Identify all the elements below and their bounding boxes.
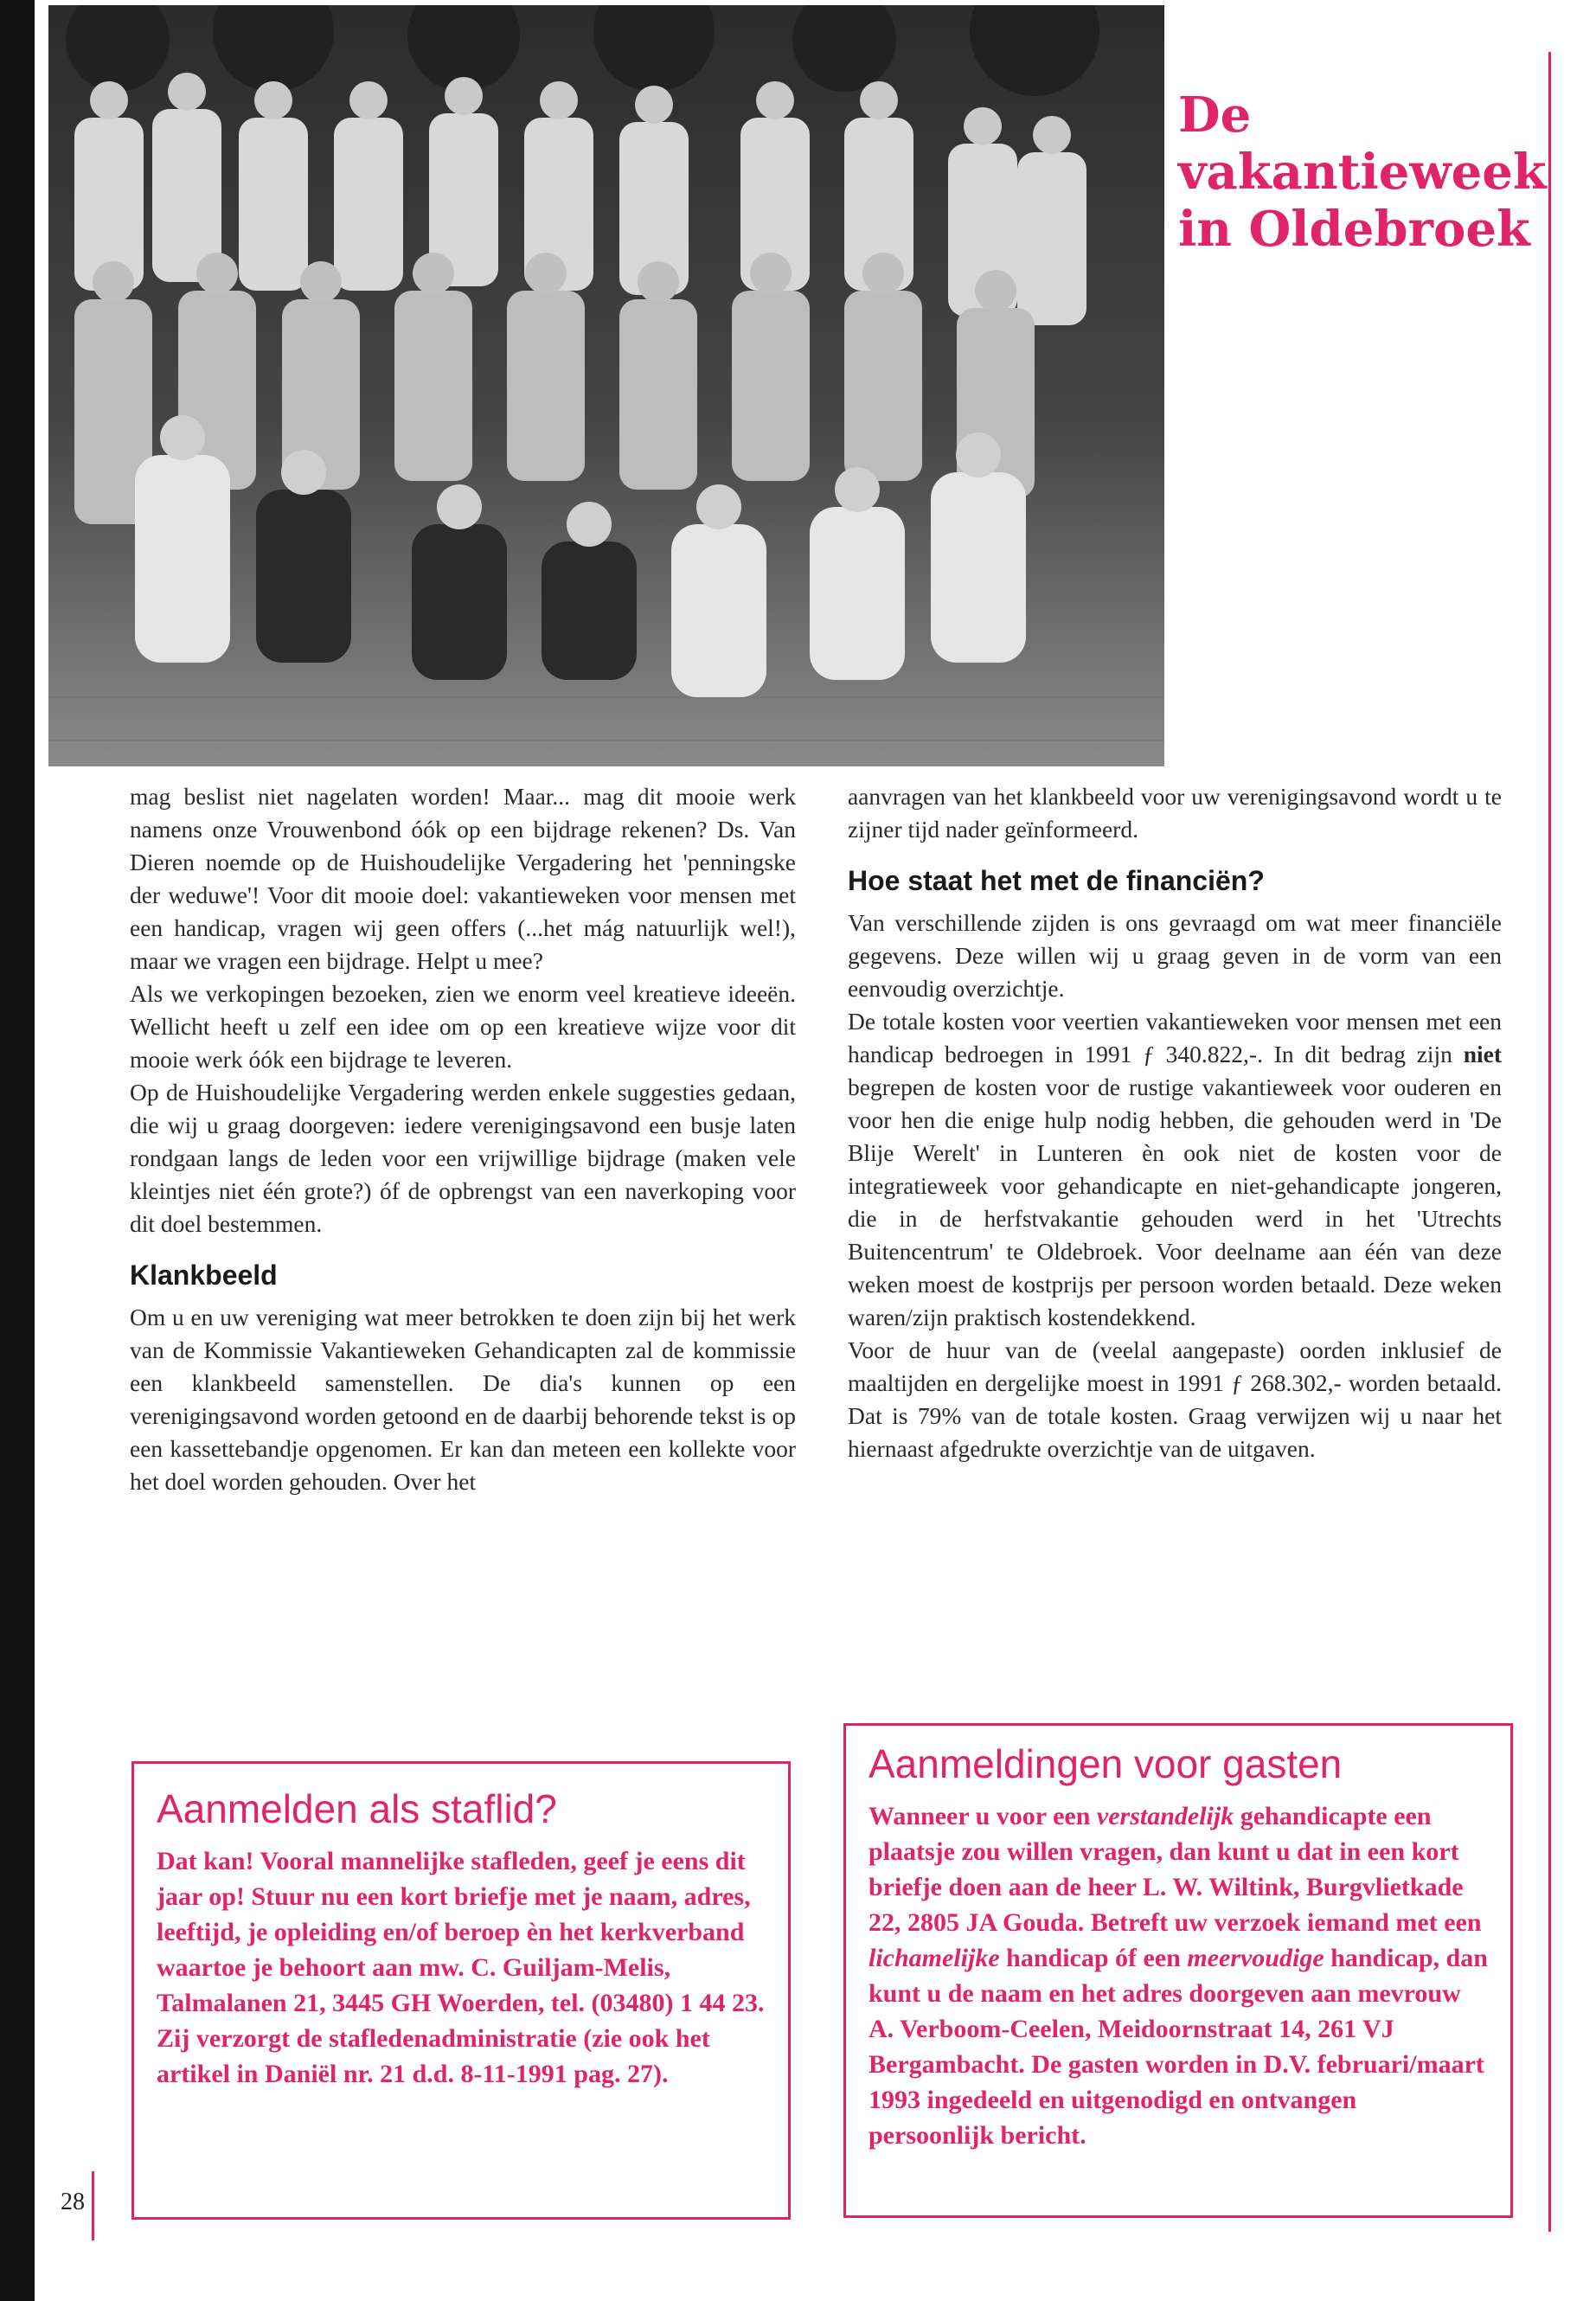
emphasis: lichamelijke	[869, 1944, 1000, 1972]
paragraph: aanvragen van het klankbeeld voor uw verenigingsavond wordt u te zijner tijd nader geïnformeerd.	[848, 783, 1502, 843]
group-photo	[48, 5, 1164, 766]
staflid-box	[131, 1761, 791, 2220]
paragraph: Als we verkopingen bezoeken, zien we enorm veel kreatieve ideeën. Wellicht heeft u zelf een idee om op een kreatieve wijze voor dit mooie werk óók een bijdrage te leveren.	[130, 980, 796, 1073]
box-body	[869, 1798, 1488, 2153]
paragraph: Dat kan! Vooral mannelijke stafleden, geef je eens dit jaar op! Stuur nu een kort briefje met je naam, adres, leeftijd, je opleiding en/of beroep èn het kerkverband waartoe je behoort aan mw. C. Guiljam-Melis, Talmalanen 21, 3445 GH Woerden, tel. (03480) 1 44 23.	[157, 1847, 765, 2017]
emphasis: meervoudige	[1187, 1944, 1324, 1972]
text-run: gehandicapte een plaatsje zou willen vragen, dan kunt u dat in een kort briefje doen aan de heer L. W. Wiltink, Burgvlietkade 22, 2805 JA Gouda. Betreft uw verzoek iemand met een	[869, 1802, 1482, 1937]
text-run: handicap, dan kunt u de naam en het adres doorgeven aan mevrouw A. Verboom-Ceelen, Meidoornstraat 14, 261 VJ Bergambacht. De gasten worden in D.V. februari/maart 1993 ingedeeld en uitgenodigd en ontvangen persoonlijk bericht.	[869, 1944, 1488, 2150]
article-title: De vakantieweek in Oldebroek	[1178, 87, 1547, 258]
paragraph: mag beslist niet nagelaten worden! Maar... mag dit mooie werk namens onze Vrouwenbond óók op een bijdrage rekenen? Ds. Van Dieren noemde op de Huishoudelijke Vergadering het 'penningske der weduwe'! Voor dit mooie doel: vakantieweken voor mensen met een handicap, vragen wij geen offers (...het mág natuurlijk wel!), maar we vragen een bijdrage. Helpt u mee?	[130, 783, 796, 974]
section-heading-klankbeeld: Klankbeeld	[130, 1259, 278, 1291]
text-run: De totale kosten voor veertien vakantieweken voor mensen met een handicap bedroegen in 1991 ƒ 340.822,-. In dit bedrag zijn	[848, 1008, 1502, 1067]
text-run: Wanneer u voor een	[869, 1802, 1097, 1830]
paragraph	[848, 1005, 1502, 1334]
text-run: begrepen de kosten voor de rustige vakantieweek voor ouderen en voor hen die enige hulp nodig hebben, die gehouden werd in 'De Blije Werelt' in Lunteren èn ook niet de kosten voor de integratieweek voor gehandicapte en niet-gehandicapte jongeren, die in de herfstvakantie gehouden werd in het 'Utrechts Buitencentrum' te Oldebroek. Voor deelname aan één van deze weken moest de kostprijs per persoon worden betaald. Deze weken waren/zijn praktisch kostendekkend.	[848, 1074, 1502, 1330]
right-column	[848, 780, 1502, 1465]
accent-rule	[1548, 52, 1551, 2232]
page-number: 28	[61, 2189, 85, 2215]
paragraph: Op de Huishoudelijke Vergadering werden enkele suggesties gedaan, die wij u graag doorgeven: iedere verenigingsavond een busje laten rondgaan langs de leden voor een vrijwillige bijdrage (maken vele kleintjes niet één grote?) óf de opbrengst van een naverkoping voor dit doel bestemmen.	[130, 1079, 796, 1237]
emphasis: niet	[1463, 1041, 1502, 1067]
left-column	[130, 780, 796, 1498]
emphasis: verstandelijk	[1096, 1802, 1234, 1830]
box-title: Aanmeldingen voor gasten	[869, 1741, 1343, 1786]
section-heading-financien: Hoe staat het met de financiën?	[848, 865, 1265, 896]
paragraph: Om u en uw vereniging wat meer betrokken te doen zijn bij het werk van de Kommissie Vakantieweken Gehandicapten zal de kommissie een klankbeeld samenstellen. De dia's kunnen op een verenigingsavond worden getoond en de daarbij behorende tekst is op een kassettebandje opgenomen. Er kan dan meteen een kollekte voor het doel worden gehouden. Over het	[130, 1304, 796, 1495]
box-title: Aanmelden als staflid?	[157, 1786, 557, 1831]
box-body	[157, 1843, 766, 2092]
paragraph: Voor de huur van de (veelal aangepaste) oorden inklusief de maaltijden en dergelijke moest in 1991 ƒ 268.302,- worden betaald. Dat is 79% van de totale kosten. Graag verwijzen wij u naar het hiernaast afgedrukte overzichtje van de uitgaven.	[848, 1336, 1502, 1462]
gasten-box	[843, 1723, 1513, 2218]
paragraph: Zij verzorgt de stafledenadministratie (zie ook het artikel in Daniël nr. 21 d.d. 8-11-1991 pag. 27).	[157, 2024, 710, 2088]
text-run: handicap óf een	[999, 1944, 1188, 1972]
paragraph	[869, 1798, 1488, 2153]
paragraph: Van verschillende zijden is ons gevraagd om wat meer financiële gegevens. Deze willen wij u graag geven in de vorm van een eenvoudig overzichtje.	[848, 909, 1502, 1002]
accent-rule	[92, 2171, 94, 2240]
page-edge-bar	[0, 0, 35, 2301]
